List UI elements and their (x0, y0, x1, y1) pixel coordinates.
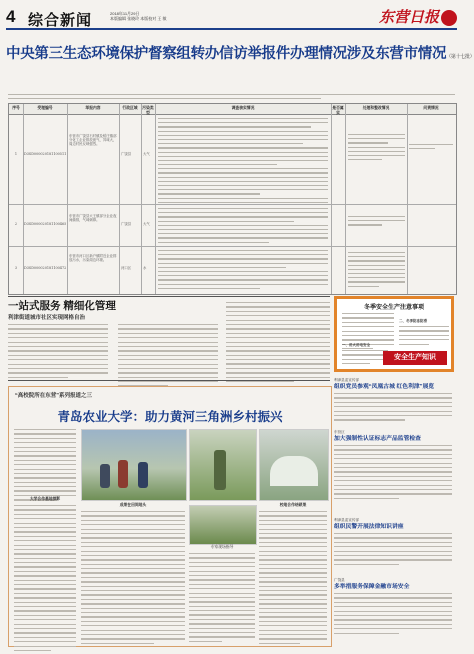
row-type: 水 (143, 266, 147, 270)
row-code: D3SD000020181100465 (24, 222, 67, 226)
series-label: “高校院所在东营”系列报道之三 (15, 393, 93, 399)
feature-article (8, 386, 332, 647)
date-line: 2018年11月29日 (110, 11, 140, 16)
editors-line: 本版编辑 张晓玲 本版校对 王 敏 (110, 16, 167, 21)
row-type: 大气 (143, 152, 150, 156)
row-index: 1 (14, 152, 18, 156)
news-label: 利津县委宣传部 (334, 518, 360, 522)
row-region: 广饶县 (121, 222, 132, 226)
row-type: 大气 (143, 222, 150, 226)
page-number: 4 (6, 7, 16, 26)
right-news-4 (334, 578, 454, 637)
row-content: 东营市广饶县石村镇及稻庄镇部分化工企业排放废气、异味大，周边村民反映强烈。 (69, 134, 117, 147)
table-header-cell: 调查核实情况 (231, 106, 255, 110)
masthead-text: 东营日报 (378, 8, 439, 26)
table-header-cell: 行政区域 (122, 106, 138, 110)
row-handling-text (348, 252, 405, 290)
ad-title: 冬季安全生产注意事项 (363, 305, 424, 311)
row-details-text (158, 208, 328, 246)
table-header-cell: 是否属实 (332, 106, 344, 115)
right-news-1 (334, 378, 454, 424)
masthead-emblem-icon (441, 10, 457, 26)
row-region: 广饶县 (121, 152, 132, 156)
row-code: D3SD000020181100472 (24, 266, 67, 270)
section-name: 综合新闻 (28, 12, 93, 29)
row-content: 东营市广饶县大王镇部分企业夜间偷排，气味刺鼻。 (69, 214, 117, 223)
main-headline (6, 42, 474, 63)
table-header-cell: 污染类型 (142, 106, 154, 115)
photo-experts (189, 505, 257, 545)
complaints-table (8, 103, 457, 295)
news-title: 加大强制性认证标志产品监管检查 (334, 436, 421, 442)
news-title: 组织民警开展法律知识讲座 (334, 524, 404, 530)
article-title: 一站式服务 精细化管理 (8, 300, 116, 312)
intro-paragraph (8, 94, 455, 99)
photo-farmland (189, 429, 257, 501)
header-meta (110, 11, 166, 21)
row-code: D3SD000020181100511 (24, 152, 67, 156)
article-subtitle: 利津街道城市社区实现网格自治 (8, 315, 86, 321)
photo-fieldwork (81, 429, 187, 501)
table-header-cell: 处理和整改情况 (362, 106, 390, 110)
table-header-cell: 问责情况 (423, 106, 439, 110)
table-header-cell: 序号 (12, 106, 20, 110)
ad-banner: 安全生产知识 (383, 351, 447, 365)
ad-section-1: 一、用火用电安全 (342, 343, 370, 347)
headline-part: （第十七批） (446, 54, 474, 60)
masthead-logo (379, 6, 457, 26)
right-news-2 (334, 430, 454, 502)
headline-text: 中央第三生态环境保护督察组转办信访举报件办理情况涉及东营市情况 (6, 46, 447, 62)
article-column-1 (8, 324, 108, 381)
table-header-cell: 举报内容 (85, 106, 101, 110)
feature-title: 青岛农业大学：助力黄河三角洲乡村振兴 (57, 410, 283, 424)
subhead-2: 成果在田间地头 (119, 503, 147, 507)
row-index: 3 (14, 266, 18, 270)
news-title: 多举措服务保障金融市场安全 (334, 584, 410, 590)
safety-ad-box (334, 296, 454, 372)
subhead-3: 校地合作结硕果 (279, 503, 307, 507)
row-handling-text (348, 134, 405, 163)
row-content: 东营市河口区新户镇附近企业排放污水，污染周边环境。 (69, 254, 117, 263)
page-header (6, 6, 457, 30)
news-title: 组织党员参观“凤凰古城 红色利津”展览 (334, 384, 435, 390)
row-handling-text (348, 216, 405, 229)
news-label: 利津县委宣传部 (334, 378, 360, 382)
row-accountability-text (409, 144, 453, 152)
table-header-row (9, 104, 456, 115)
photo-caption: 专家现场指导 (210, 545, 234, 549)
news-label: 东营区 (334, 430, 345, 434)
news-label: 广饶县 (334, 578, 345, 582)
row-details-text (158, 118, 328, 206)
article-column-3 (226, 302, 330, 385)
table-header-cell: 受理编号 (37, 106, 53, 110)
row-region: 河口区 (121, 266, 132, 270)
subhead-1: 大学合作基地掠影 (29, 497, 61, 501)
right-news-3 (334, 518, 454, 568)
ad-section-2: 二、冬季防冻防滑 (399, 319, 427, 323)
photo-greenhouse (259, 429, 329, 501)
row-index: 2 (14, 222, 18, 226)
row-details-text (158, 250, 328, 292)
